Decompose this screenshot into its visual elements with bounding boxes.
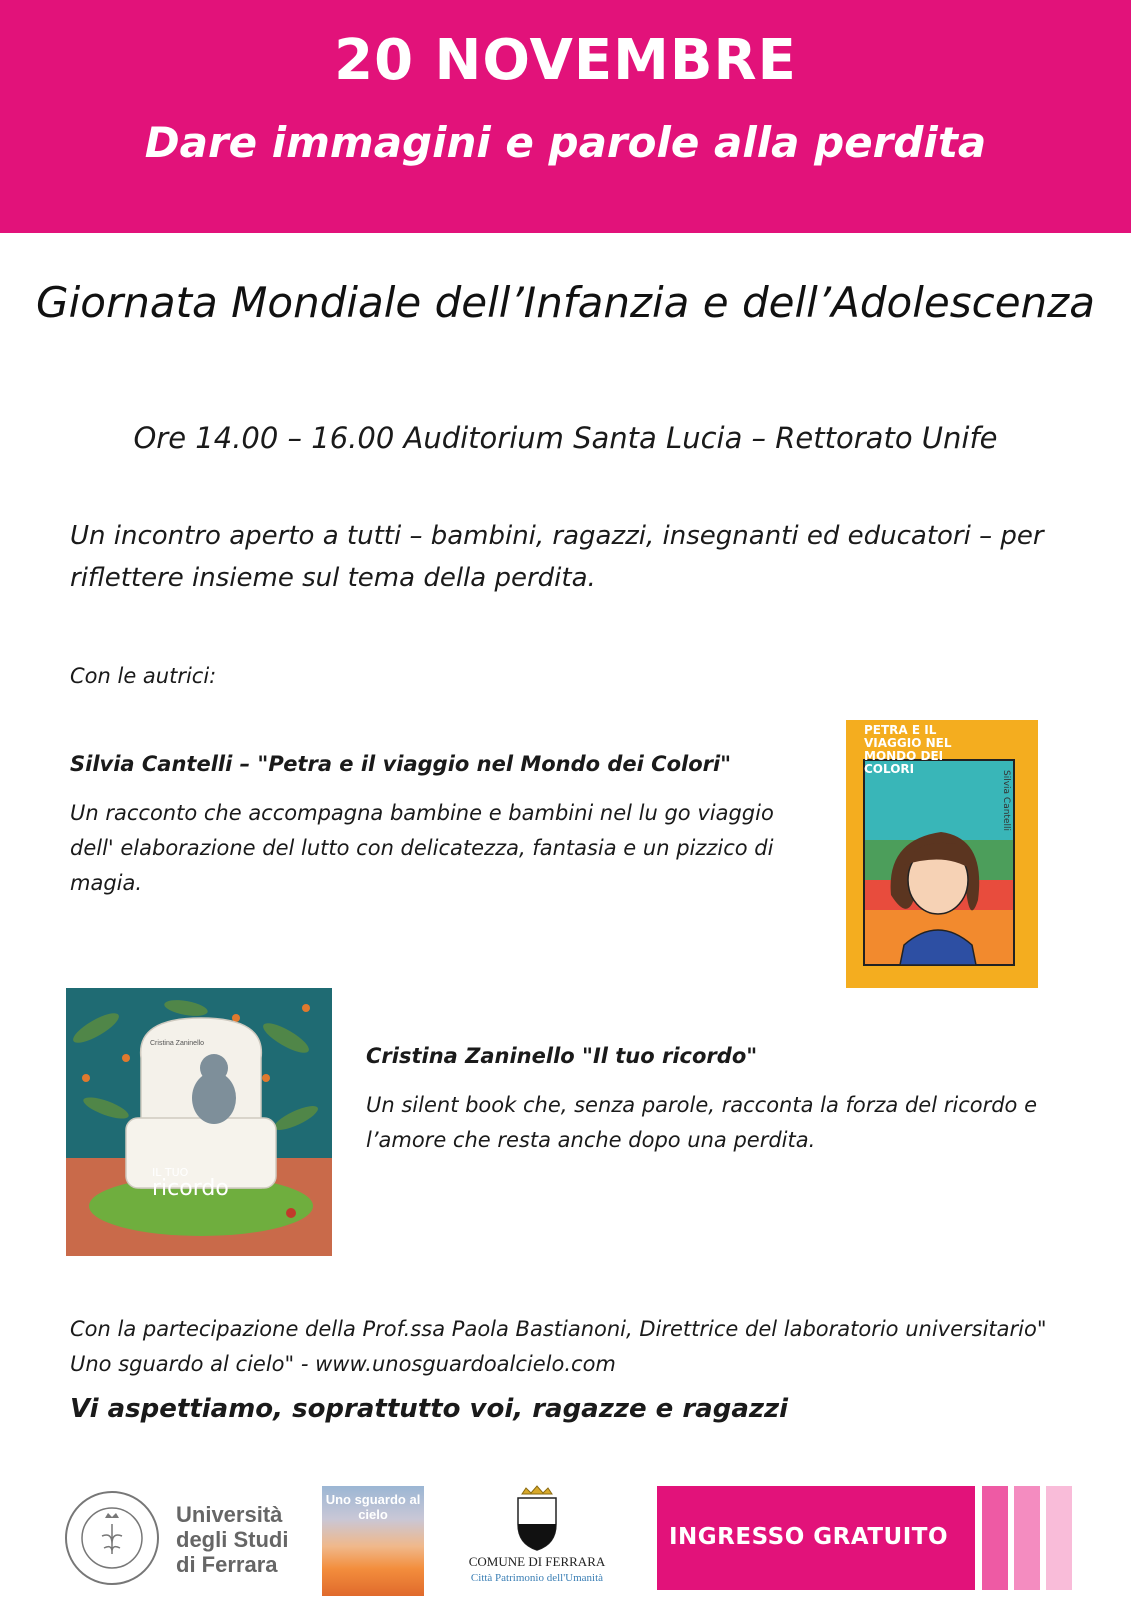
comune-ferrara-logo — [462, 1484, 612, 1596]
decorative-stripe — [982, 1486, 1008, 1590]
book-2-title: Cristina Zaninello "Il tuo ricordo" — [366, 1044, 758, 1068]
comune-crest-icon — [462, 1484, 612, 1554]
book-1-description: Un racconto che accompagna bambine e bambini nel lu go viaggio dell' elaborazione del lutto con delicatezza, fantasia e un pizzico di magia. — [70, 801, 774, 895]
university-name — [176, 1502, 288, 1577]
event-subtitle: Dare immagini e parole alla perdita — [144, 118, 987, 167]
book-2-description: Un silent book che, senza parole, racconta la forza del ricordo e l’amore che resta anche dopo una perdita. — [366, 1093, 1037, 1152]
footer — [0, 1480, 1131, 1600]
book-cover-petra — [846, 720, 1038, 988]
book-cover-ricordo — [66, 988, 332, 1256]
cover-author: Cristina Zaninello — [150, 1040, 205, 1047]
free-entry-text: INGRESSO GRATUITO — [669, 1524, 949, 1550]
cover-title-large: ricordo — [152, 1176, 229, 1201]
cover-author: Silvia Cantelli — [1001, 770, 1011, 831]
event-time-place: Ore 14.00 – 16.00 Auditorium Santa Lucia – Rettorato Unife — [133, 421, 998, 455]
unife-seal-logo — [62, 1488, 162, 1588]
event-intro: Un incontro aperto a tutti – bambini, ragazzi, insegnanti ed educatori – per riflettere insieme sul tema della perdita. — [70, 521, 1044, 593]
event-title: Giornata Mondiale dell’Infanzia e dell’Adolescenza — [36, 278, 1095, 327]
university-line-3: di Ferrara — [176, 1552, 278, 1577]
ricordo-cover-illustration — [66, 988, 332, 1256]
participation-text: Con la partecipazione della Prof.ssa Paola Bastianoni, Direttrice del laboratorio universitario" Uno sguardo al cielo" - www.unosguardoalcielo.com — [70, 1317, 1047, 1376]
sguardo-logo-text: Uno sguardo al cielo — [325, 1492, 421, 1522]
event-date: 20 NOVEMBRE — [334, 28, 797, 93]
university-line-1: Università — [176, 1502, 283, 1527]
university-line-2: degli Studi — [176, 1527, 289, 1552]
decorative-stripe — [1014, 1486, 1040, 1590]
cover-title-small: IL TUO — [152, 1166, 189, 1179]
cover-title: PETRA E IL VIAGGIO NEL MONDO DEI COLORI — [864, 723, 952, 776]
header-banner — [0, 0, 1131, 233]
free-entry-badge — [657, 1486, 975, 1590]
closing-text: Vi aspettiamo, soprattutto voi, ragazze e ragazzi — [70, 1394, 789, 1424]
authors-label: Con le autrici: — [70, 664, 217, 688]
decorative-stripe — [1046, 1486, 1072, 1590]
comune-subtitle: Città Patrimonio dell'Umanità — [470, 1572, 604, 1584]
sguardo-al-cielo-logo — [322, 1486, 424, 1596]
book-1-title: Silvia Cantelli – "Petra e il viaggio nel Mondo dei Colori" — [70, 752, 732, 776]
comune-name: COMUNE DI FERRARA — [468, 1554, 606, 1569]
